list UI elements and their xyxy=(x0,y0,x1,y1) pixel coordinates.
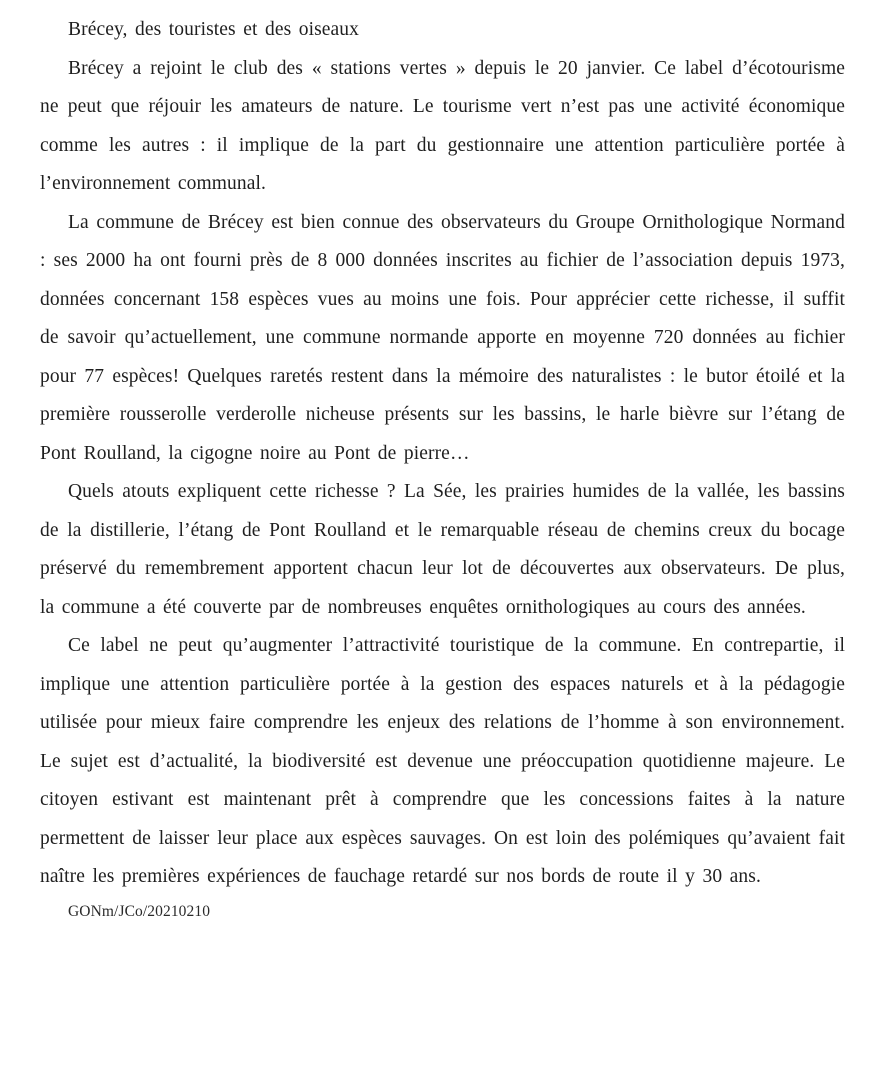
paragraph-label-ecotourisme: Brécey a rejoint le club des « stations vertes » depuis le 20 janvier. Ce label d’écotourisme ne peut que réjouir les amateurs de nature. Le tourisme vert n’est pas une activité économique comme les autres : il implique de la part du gestionnaire une attention particulière portée à l’environnement communal. xyxy=(40,57,845,194)
paragraph-label-attractivite: Ce label ne peut qu’augmenter l’attractivité touristique de la commune. En contrepartie, il implique une attention particulière portée à la gestion des espaces naturels et à la pédagogie utilisée pour mieux faire comprendre les enjeux des relations de l’homme à son environnement. Le sujet est d’actualité, la biodiversité est devenue une préoccupation quotidienne majeure. Le citoyen estivant est maintenant prêt à comprendre que les concessions faites à la nature permettent de laisser leur place aux espèces sauvages. On est loin des polémiques qu’avaient fait naître les premières expériences de fauchage retardé sur nos bords de route il y 30 ans. xyxy=(40,635,845,887)
document-title: Brécey, des touristes et des oiseaux xyxy=(68,19,360,40)
document-body xyxy=(40,11,845,924)
paragraph-atouts-richesse: Quels atouts expliquent cette richesse ? La Sée, les prairies humides de la vallée, les bassins de la distillerie, l’étang de Pont Roulland et le remarquable réseau de chemins creux du bocage préservé du remembrement apportent chacun leur lot de découvertes aux observateurs. De plus, la commune a été couverte par de nombreuses enquêtes ornithologiques au cours des années. xyxy=(40,481,845,618)
document-reference: GONm/JCo/20210210 xyxy=(68,902,211,920)
paragraph-commune-donnees: La commune de Brécey est bien connue des observateurs du Groupe Ornithologique Normand : ses 2000 ha ont fourni près de 8 000 données inscrites au fichier de l’association depuis 1973, données concernant 158 espèces vues au moins une fois. Pour apprécier cette richesse, il suffit de savoir qu’actuellement, une commune normande apporte en moyenne 720 données au fichier pour 77 espèces! Quelques raretés restent dans la mémoire des naturalistes : le butor étoilé et la première rousserolle verderolle nicheuse présents sur les bassins, le harle bièvre sur l’étang de Pont Roulland, la cigogne noire au Pont de pierre… xyxy=(40,211,845,464)
